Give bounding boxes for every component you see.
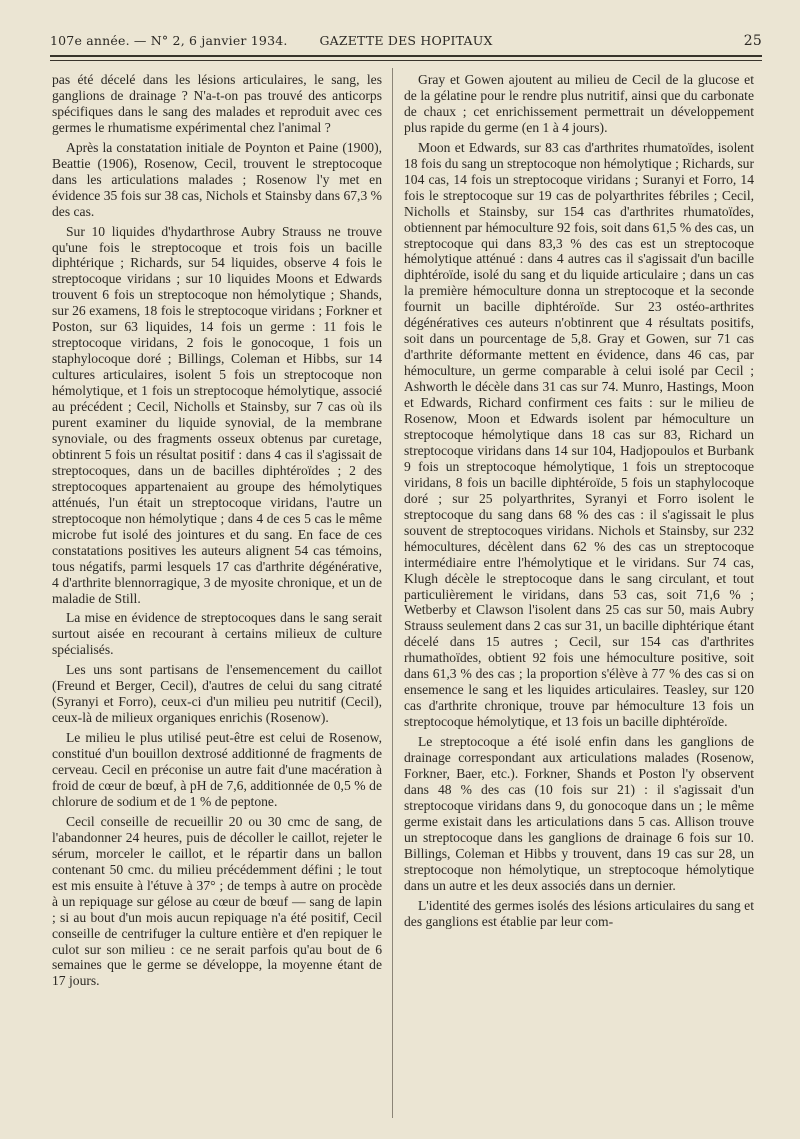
page-number: 25	[743, 33, 762, 49]
paragraph: Moon et Edwards, sur 83 cas d'arthrites rhumatoïdes, isolent 18 fois du sang un streptocoque non hémolytique ; Richards, sur 104 cas, 14 fois un streptocoque viridans ; Suranyi et Forro, 14 fois le streptocoque sur 19 cas de polyarthrites fébriles ; Cecil, Nicholls et Stainsby, sur 154 cas d'arthrites rhumatoïdes, obtiennent par hémoculture 92 fois, soit dans 61,5 % des cas, un streptocoque qui dans 83,3 % des cas est un streptocoque hémolytique atténué : dans 4 autres cas il s'agissait d'un bacille diphtéroïde, isolé du sang et du liquide articulaire ; dans un cas la première hémoculture donna un streptocoque et la seconde fournit un bacille diphtéroïde. Sur 23 ostéo-arthrites dégénératives ces auteurs n'obtinrent que 4 résultats positifs, soit dans un pourcentage de 5,8. Gray et Gowen, sur 71 cas d'arthrite déformante mettent en évidence, dans 46 cas, par hémoculture, un germe comparable à celui isolé par Cecil ; Ashworth le décèle dans 31 cas sur 74. Munro, Hastings, Moon et Edwards, Richard confirment ces faits : sur le milieu de Rosenow, Moon et Edwards isolent par hémoculture un streptocoque hémolytique dans 18 cas sur 83, Richard un streptocoque viridans dans 14 sur 104, Hadjopoulos et Burbank 9 fois un streptocoque hémolytique, 1 fois un streptocoque viridans, 8 fois un bacille diphtéroïde, 5 fois un staphylocoque doré ; sur 25 polyarthrites, Syranyi et Forro isolent le streptocoque du sang dans 68 % des cas : il s'agissait le plus souvent de streptocoques viridans. Nichols et Stainsby, sur 232 hémocultures, décèlent dans 62 % des cas un streptocoque intermédiaire entre l'hémolytique et le viridans. Sur 74 cas, Klugh décèle le streptocoque dans le sang circulant, et tout particulièrement le viridans, dans 53 cas, soit 71,6 % ; Wetberby et Clawson l'isolent dans 25 cas sur 50, mais Aubry Strauss seulement dans 2 cas sur 31, un bacille diphtérique étant décelé dans 15 autres ; Cecil, sur 154 cas d'arthrites rhumathoïdes, obtient 92 fois une hémoculture positive, soit dans 61,3 % des cas ; la proportion s'élève à 77 % des cas si on ensemence le sang et les liquides articulaires. Teasley, sur 120 cas d'arthrite chronique, trouve par hémoculture 13 fois un streptocoque hémolytique, et 13 fois un bacille diphtéroïde.	[404, 139, 754, 730]
issue-info: 107e année. — N° 2, 6 janvier 1934.	[50, 33, 288, 48]
paragraph: Sur 10 liquides d'hydarthrose Aubry Strauss ne trouve qu'une fois le streptocoque et trois fois un bacille diphtérique ; Richards, sur 54 liquides, observe 4 fois le streptocoque viridans ; sur 10 liquides Moons et Edwards trouvent 6 fois un streptocoque non hémolytique ; Shands, sur 26 examens, 18 fois le streptocoque viridans ; Forkner et Poston, sur 63 liquides, 14 fois un germe : 11 fois le streptocoque viridans, 2 fois le gonocoque, 1 fois un staphylocoque doré ; Billings, Coleman et Hibbs, sur 14 cultures articulaires, isolent 5 fois un streptocoque non hémolytique, et 1 fois un streptocoque hémolytique, associé au précédent ; Cecil, Nicholls et Stainsby, sur 7 cas où ils purent examiner du liquide synovial, de la membrane synoviale, ou des fragments osseux obtenus par curetage, obtinrent 5 fois un résultat positif : dans 4 cas il s'agissait de streptocoques, dans un de bacilles diphtéroïdes ; 2 des streptocoques appartenaient au groupe des hémolytiques atténués, l'un était un streptocoque viridans, l'autre un streptocoque non hémolytique ; dans 4 de ces 5 cas le même microbe fut isolé des jointures et du sang. En face de ces constatations positives les auteurs alignent 54 cas témoins, tous négatifs, parmi lesquels 17 cas d'arthrite dégénérative, 4 d'arthrite blennorragique, 3 de myosite chronique, et un de maladie de Still.	[52, 223, 382, 606]
paragraph: Les uns sont partisans de l'ensemencement du caillot (Freund et Berger, Cecil), d'autres de celui du sang citraté (Syranyi et Forro), ceux-ci d'un milieu peu nutritif (Cecil), ceux-là de milieux organiques enrichis (Rosenow).	[52, 662, 382, 726]
paragraph: Le streptocoque a été isolé enfin dans les ganglions de drainage correspondant aux articulations malades (Rosenow, Forkner, Baer, etc.). Forkner, Shands et Poston l'y observent dans 48 % des cas (10 fois sur 21) : il s'agissait d'un streptocoque viridans dans 9, du gonocoque dans un ; le même germe existait dans les articulations dans 5 cas. Allison trouve un streptocoque dans les ganglions de drainage 6 fois sur 10. Billings, Coleman et Hibbs y trouvent, dans 19 cas sur 28, un streptocoque non hémolytique, un streptocoque hémolytique dans un autre et les deux associés dans un dernier.	[404, 734, 754, 893]
header-rule-thin	[50, 60, 762, 61]
publication-title: GAZETTE DES HOPITAUX	[319, 33, 493, 48]
paragraph: La mise en évidence de streptocoques dans le sang serait surtout aisée en recourant à certains milieux de culture spécialisés.	[52, 610, 382, 658]
paragraph: Gray et Gowen ajoutent au milieu de Cecil de la glucose et de la gélatine pour le rendre plus nutritif, ainsi que du carbonate de chaux ; cet enrichissement permettrait un développement plus rapide du germe (en 1 à 4 jours).	[404, 72, 754, 135]
paragraph: Cecil conseille de recueillir 20 ou 30 cmc de sang, de l'abandonner 24 heures, puis de décoller le caillot, rejeter le sérum, morceler le caillot, et le répartir dans un ballon contenant 50 cmc. du milieu précédemment défini ; le tout est mis ensuite à l'étuve à 37° ; de temps à autre on procède à un repiquage sur gélose au cœur de bœuf — sang de lapin ; si au bout d'un mois aucun repiquage n'a été positif, Cecil conseille de centrifuger la culture entière et d'en repiquer le culot sur son milieu : ce ne serait parfois qu'au bout de 6 semaines que le germe se développe, la moyenne étant de 17 jours.	[52, 813, 382, 989]
page-header	[50, 30, 762, 50]
paragraph: pas été décelé dans les lésions articulaires, le sang, les ganglions de drainage ? N'a-t-on pas trouvé des anticorps spécifiques dans le sang des malades et reproduit avec ces germes le rhumatisme expérimental chez l'animal ?	[52, 72, 382, 135]
header-rule-thick	[50, 55, 762, 57]
paragraph: Après la constatation initiale de Poynton et Paine (1900), Beattie (1906), Rosenow, Cecil, trouvent le streptocoque dans les articulations malades ; Rosenow l'y met en évidence 35 fois sur 38 cas, Nichols et Stainsby dans 67,3 % des cas.	[52, 139, 382, 219]
left-column	[52, 72, 382, 989]
paragraph: Le milieu le plus utilisé peut-être est celui de Rosenow, constitué d'un bouillon dextrosé additionné de fragments de cerveau. Cecil en préconise un autre fait d'une macération à froid de cœur de bœuf, à pH de 7,6, additionnée de 0,5 % de chlorure de sodium et de 1 % de peptone.	[52, 730, 382, 809]
paragraph: L'identité des germes isolés des lésions articulaires du sang et des ganglions est établie par leur com-	[404, 897, 754, 929]
column-divider	[392, 68, 393, 1118]
right-column	[404, 72, 754, 930]
